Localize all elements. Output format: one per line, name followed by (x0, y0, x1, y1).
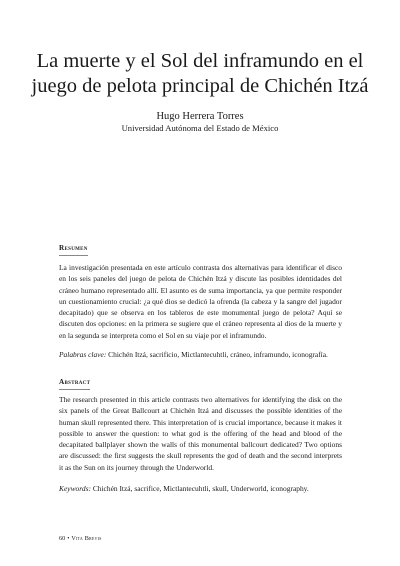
resumen-keywords-list: Chichén Itzá, sacrificio, Mictlantecuhtli, cráneo, inframundo, iconografía. (108, 350, 328, 359)
article-title: La muerte y el Sol del inframundo en el juego de pelota principal de Chichén Itzá (31, 50, 369, 97)
abstract-text: The research presented in this article contrasts two alternatives for identifying the disk on the six panels of the Great Ballcourt at Chichén Itzá and discusses the possible identities of the human skull represented there. This interpretation of is crucial importance, because it makes it possible to answer the question: to what god is the offering of the head and blood of the decapitated ballplayer shown the walls of this monumental ballcourt dedicated? Two options are discussed: the first suggests the skull represents the god of death and the second interprets it as the Sun on its journey through the Underworld. (59, 395, 342, 472)
resumen-keywords-label: Palabras clave: (59, 350, 107, 359)
footer-separator: • (67, 535, 70, 542)
page-number: 60 (59, 535, 66, 542)
abstract-heading: Abstract (59, 378, 90, 390)
resumen-heading: Resumen (59, 244, 88, 256)
resumen-text: La investigación presentada en este artículo contrasta dos alternativas para identificar el disco en los seis paneles del juego de pelota de Chichén Itzá y discute las posibles identidades del cráneo humano representado allí. El asunto es de suma importancia, ya que permite responder un cuestionamiento crucial: ¿a qué dios se dedicó la ofrenda (la cabeza y la sangre del jugador decapitado) que se observa en los tableros de este monumental juego de pelota? Aquí se discuten dos opciones: en la primera se sugiere que el cráneo representa al dios de la muerte y en la segunda se interpreta como el Sol en su viaje por el inframundo. (59, 263, 342, 340)
resumen-keywords (59, 349, 342, 360)
abstract-keywords (59, 483, 342, 494)
abstract-keywords-list: Chichén Itzá, sacrifice, Mictlantecuhtli, skull, Underworld, iconography. (92, 484, 309, 493)
author-affiliation: Universidad Autónoma del Estado de México (121, 123, 279, 133)
journal-name: Vita Brevis (71, 535, 102, 542)
abstract-keywords-label: Keywords: (59, 484, 91, 493)
page-footer (59, 535, 102, 543)
author-name: Hugo Herrera Torres (156, 111, 244, 122)
